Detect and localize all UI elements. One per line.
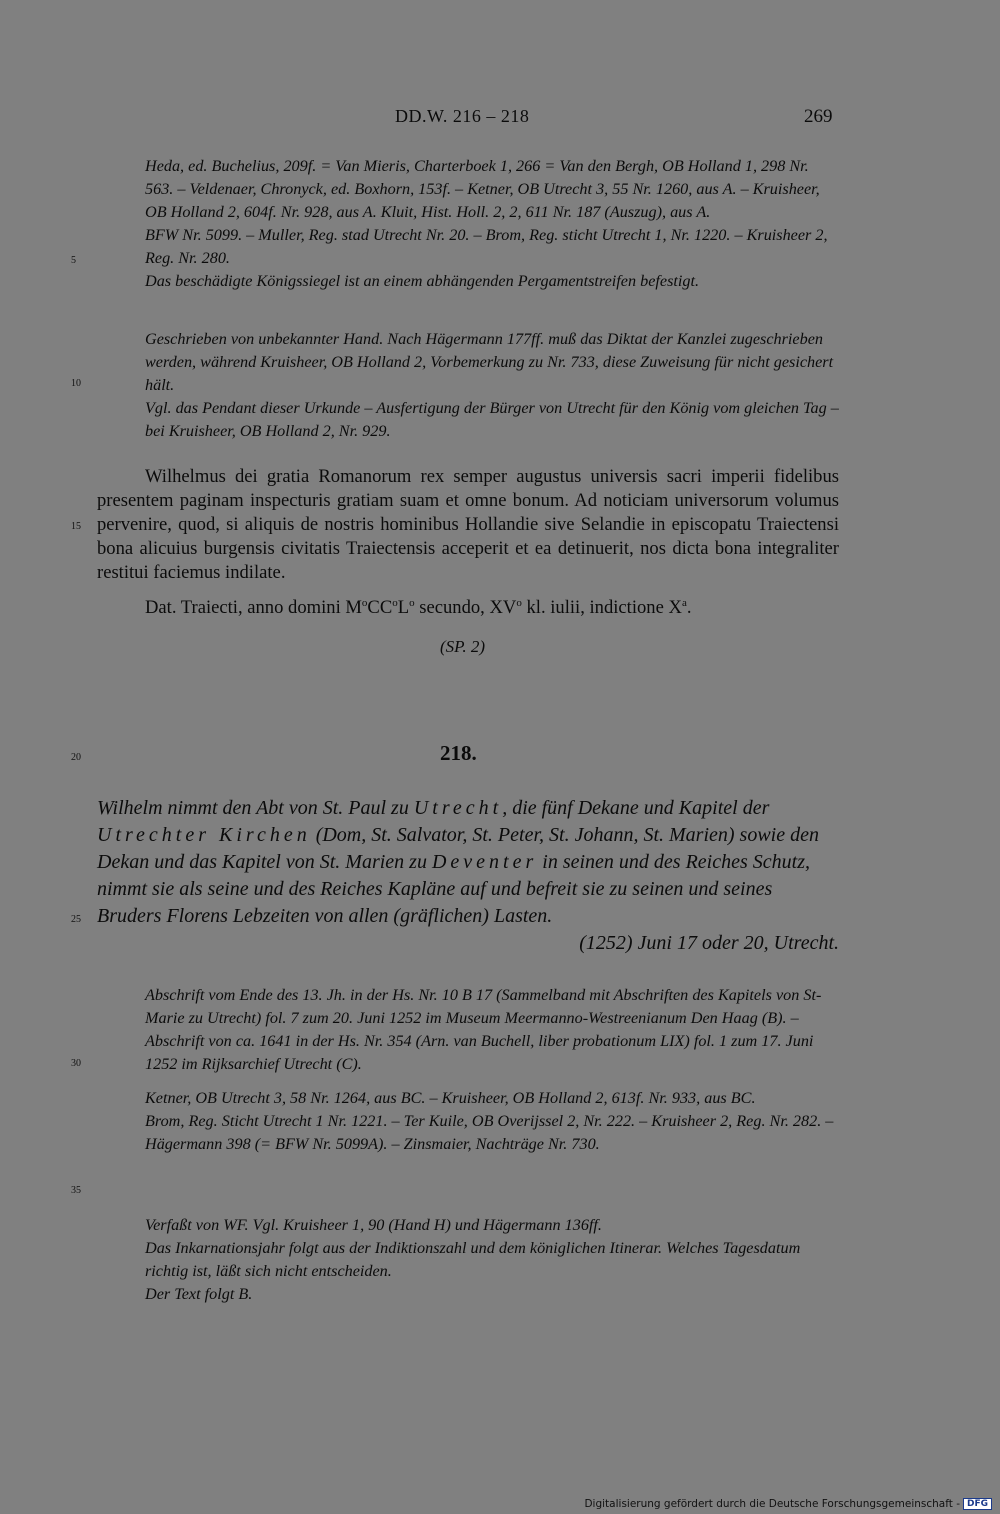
document-number: 218. xyxy=(440,741,477,765)
regesta-note: Brom, Reg. Sticht Utrecht 1 Nr. 1221. – Ter Kuile, OB Overijssel 2, Nr. 222. – Kruisheer 2, Reg. Nr. 282. – Hägermann 398 (= BFW Nr. 5099A). – Zinsmaier, Nachträge Nr. 730. xyxy=(145,1112,834,1153)
line-number: 10 xyxy=(71,378,81,389)
bibliography-note: Heda, ed. Buchelius, 209f. = Van Mieris, Charterboek 1, 266 = Van den Bergh, OB Holland 1, 298 Nr. 563. – Veldenaer, Chronyck, ed. Boxhorn, 153f. – Ketner, OB Utrecht 3, 55 Nr. 1260, aus A. – Kruisheer, OB Holland 2, 604f. Nr. 928, aus A. Kluit, Hist. Holl. 2, 2, 611 Nr. 187 (Auszug), aus A. xyxy=(145,157,820,221)
place-name: Utrecht xyxy=(413,797,503,819)
comparison-note: Vgl. das Pendant dieser Urkunde – Ausfertigung der Bürger von Utrecht für den König vom gleichen Tag – bei Kruisheer, OB Holland 2, Nr. 929. xyxy=(145,399,839,440)
hand-note: Geschrieben von unbekannter Hand. Nach Hägermann 177ff. muß das Diktat der Kanzlei zugeschrieben werden, während Kruisheer, OB Holland 2, Vorbemerkung zu Nr. 733, diese Zuweisung für nicht gesichert hält. xyxy=(145,330,834,394)
running-header: DD.W. 216 – 218 xyxy=(395,106,530,126)
place-name: Utrechter Kirchen xyxy=(97,824,311,846)
editorial-notes-top xyxy=(145,155,839,293)
place-name: Deventer xyxy=(431,851,538,873)
line-number: 15 xyxy=(71,521,81,532)
line-number: 5 xyxy=(71,255,76,266)
line-number: 20 xyxy=(71,752,81,763)
page-number: 269 xyxy=(804,106,833,127)
line-number: 25 xyxy=(71,914,81,925)
editorial-notes-218-c xyxy=(145,1214,839,1306)
charter-dating: Dat. Traiecti, anno domini $M^oCC^oL^o$ secundo, $XV^o$ kl. iulii, indictione $X^a$. xyxy=(145,597,692,619)
line-number: 30 xyxy=(71,1058,81,1069)
charter-text xyxy=(97,465,839,585)
author-note: Verfaßt von WF. Vgl. Kruisheer 1, 90 (Hand H) und Hägermann 136ff. xyxy=(145,1216,602,1234)
regest-date: (1252) Juni 17 oder 20, Utrecht. xyxy=(579,932,839,954)
transmission-note: Abschrift vom Ende des 13. Jh. in der Hs. Nr. 10 B 17 (Sammelband mit Abschriften des Kapitels von St-Marie zu Utrecht) fol. 7 zum 20. Juni 1252 im Museum Meermanno-Westreenianum Den Haag (B). – Abschrift von ca. 1641 in der Hs. Nr. 354 (Arn. van Buchell, liber probationum LIX) fol. 1 zum 17. Juni 1252 im Rijksarchief Utrecht (C). xyxy=(145,986,822,1073)
editorial-notes-second xyxy=(145,328,839,443)
regesta-note: BFW Nr. 5099. – Muller, Reg. stad Utrecht Nr. 20. – Brom, Reg. sticht Utrecht 1, Nr. 1220. – Kruisheer 2, Reg. Nr. 280. xyxy=(145,226,828,267)
edition-note: Ketner, OB Utrecht 3, 58 Nr. 1264, aus BC. – Kruisheer, OB Holland 2, 613f. Nr. 933, aus BC. xyxy=(145,1089,756,1107)
funding-footer xyxy=(584,1498,992,1510)
seal-note: Das beschädigte Königssiegel ist an einem abhängenden Pergamentstreifen befestigt. xyxy=(145,272,700,290)
regest xyxy=(97,795,839,957)
dfg-logo: DFG xyxy=(963,1498,992,1510)
line-number: 35 xyxy=(71,1185,81,1196)
text-basis-note: Der Text folgt B. xyxy=(145,1285,253,1303)
seal-mark: (SP. 2) xyxy=(440,637,486,656)
regest-summary: Wilhelm nimmt den Abt von St. Paul zu Utrecht, die fünf Dekane und Kapitel der Utrechter Kirchen (Dom, St. Salvator, St. Peter, St. Johann, St. Marien) sowie den Dekan und das Kapitel von St. Marien zu Deventer in seinen und des Reiches Schutz, nimmt sie als seine und des Reiches Kapläne auf und befreit sie zu seinen und seines Bruders Florens Lebzeiten von allen (gräflichen) Lasten. xyxy=(97,797,819,927)
dating-note: Das Inkarnationsjahr folgt aus der Indiktionszahl und dem königlichen Itinerar. Welches Tagesdatum richtig ist, läßt sich nicht entscheiden. xyxy=(145,1239,801,1280)
charter-body: Wilhelmus dei gratia Romanorum rex semper augustus universis sacri imperii fidelibus presentem paginam inspecturis gratiam suam et omne bonum. Ad noticiam universorum volumus pervenire, quod, si aliquis de nostris hominibus Hollandie sive Selandie in episcopatu Traiectensi bona alicuius burgensis civitatis Traiectensis acceperit et ea detinuerit, nos dicta bona integraliter restitui faciemus indilate. xyxy=(97,466,839,583)
editorial-notes-218-a xyxy=(145,984,839,1076)
editorial-notes-218-b xyxy=(145,1087,839,1156)
footer-text: Digitalisierung gefördert durch die Deutsche Forschungsgemeinschaft - xyxy=(584,1498,960,1510)
